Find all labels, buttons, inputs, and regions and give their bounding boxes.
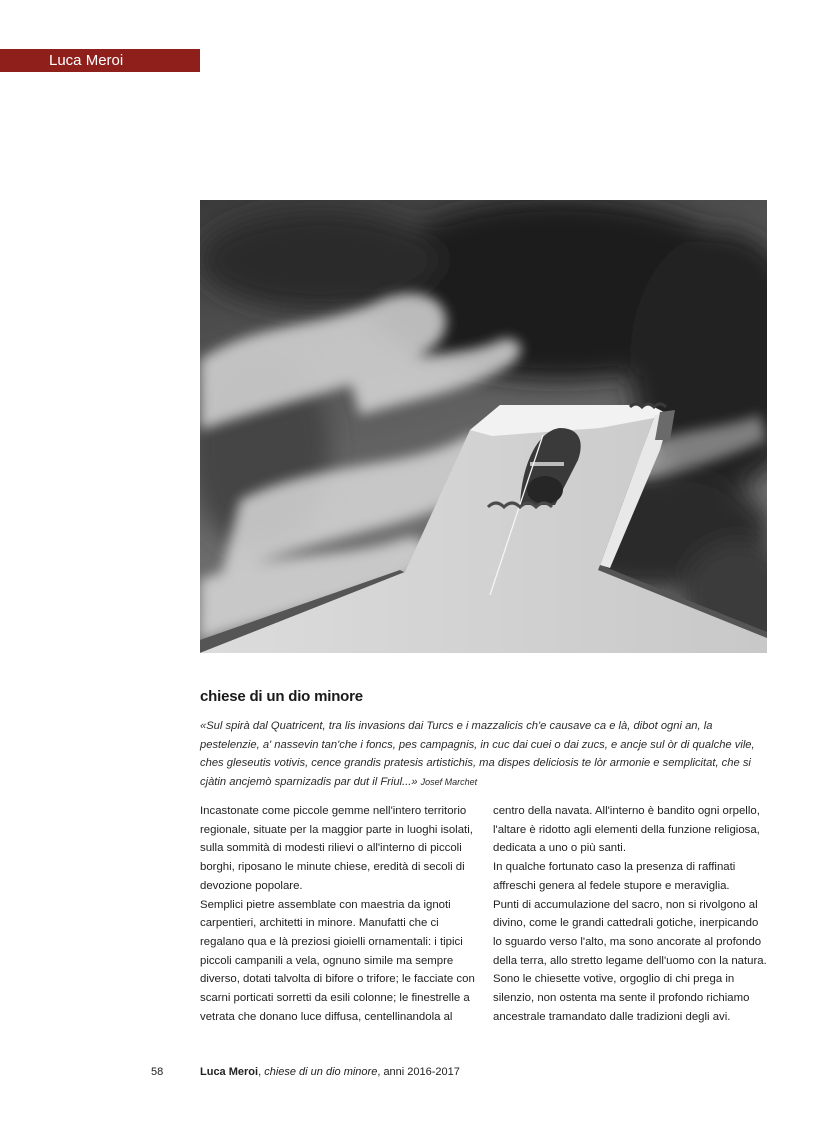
footer-credit — [200, 1066, 460, 1078]
footer-years: , anni 2016-2017 — [377, 1066, 460, 1078]
footer-separator: , — [258, 1066, 265, 1078]
footer-author: Luca Meroi — [200, 1066, 259, 1078]
epigraph-attribution: Josef Marchet — [420, 776, 478, 787]
paragraph: In qualche fortunato caso la presenza di raffinati affreschi genera al fedele stupore e meraviglia. — [493, 861, 736, 892]
paragraph: centro della navata. All'interno è bandito ogni orpello, l'altare è ridotto agli elementi della funzione religiosa, dedicata a uno o più santi. — [493, 805, 760, 855]
author-name: Luca Meroi — [49, 52, 124, 69]
body-column-right — [493, 802, 768, 1026]
paragraph: Semplici pietre assemblate con maestria da ignoti carpentieri, architetti in minore. Manufatti che ci regalano qua e là preziosi gioielli ornamentali: i tipici piccoli campanili a vela, ognuno simile ma sempre diverso, dotati talvolta di bifore o trifore; le facciate con scarni porticati sorretti da esili colonne; le finestrelle a vetrata che donano luce diffusa, centellinandola al — [200, 898, 475, 1023]
epigraph — [200, 717, 765, 791]
footer-title: chiese di un dio minore — [264, 1066, 378, 1078]
body-column-left — [200, 802, 478, 1026]
epigraph-text: «Sul spirà dal Quatricent, tra lis invasions dai Turcs e i mazzalicis ch'e causave ca e là, dibot ogni an, la pestelenzie, a' nassevin tan'che i foncs, pes campagnis, in cuc dai cuei o dai zucs, e ancje sul òr di qualche vile, ches gleseutis votivis, cence grandis pratesis artistichis, ma dispes deliciosis te lòr armonie e semplicitat, che si cjàtin ancjemò sparnizadis par dut il Friul...» — [200, 720, 755, 788]
paragraph: Sono le chiesette votive, orgoglio di chi prega in silenzio, non ostenta ma sente il profondo richiamo ancestrale tramandato dalle tradizioni degli avi. — [493, 973, 750, 1023]
author-header-tab — [0, 49, 200, 72]
section-title: chiese di un dio minore — [200, 688, 363, 705]
church-bell-gable-photo — [200, 200, 767, 653]
paragraph: Incastonate come piccole gemme nell'intero territorio regionale, situate per la maggior parte in luoghi isolati, sulla sommità di modesti rilievi o all'interno di piccoli borghi, riposano le minute chiese, eredità di secoli di devozione popolare. — [200, 805, 473, 892]
page-number: 58 — [151, 1066, 164, 1078]
paragraph: Punti di accumulazione del sacro, non si rivolgono al divino, come le grandi cattedrali gotiche, inerpicando lo sguardo verso l'alto, ma sono ancorate al profondo della terra, allo stretto legame dell'uomo con la natura. — [493, 898, 767, 967]
